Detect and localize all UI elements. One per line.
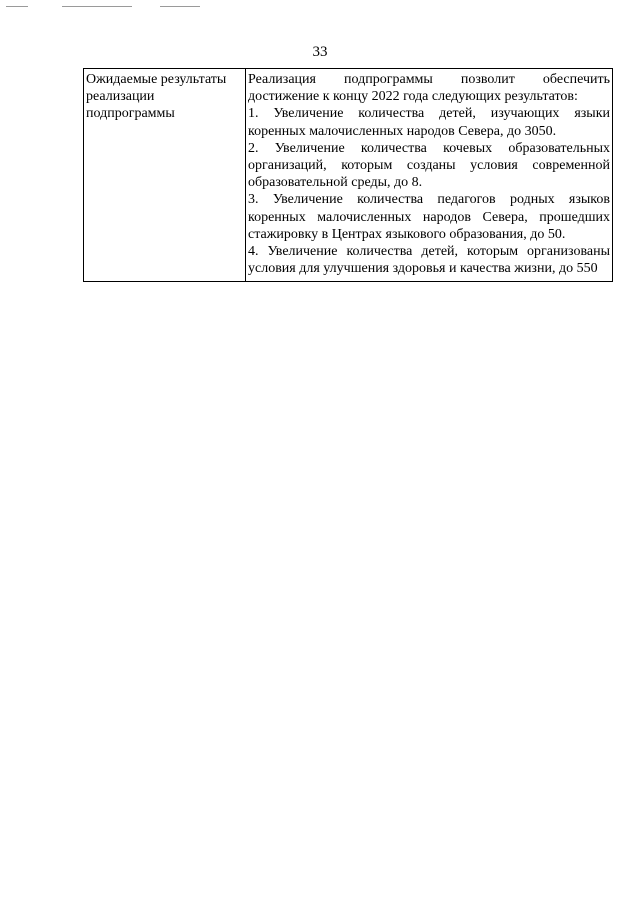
scan-artifact-line — [62, 6, 132, 7]
page-number: 33 — [312, 44, 328, 60]
row-content-cell — [246, 69, 613, 282]
row-label-cell: Ожидаемые результаты реализации подпрограммы — [84, 69, 246, 282]
result-item-3: 3. Увеличение количества педагогов родных языков коренных малочисленных народов Севера, прошедших стажировку в Центрах языкового образования, до 50. — [248, 192, 610, 242]
scan-artifact-line — [6, 6, 28, 7]
scan-artifact-line — [160, 6, 200, 7]
result-item-2: 2. Увеличение количества кочевых образовательных организаций, которым созданы условия современной образовательной среды, до 8. — [248, 140, 610, 191]
table-row — [84, 69, 613, 282]
result-item-1: 1. Увеличение количества детей, изучающих языки коренных малочисленных народов Севера, до 3050. — [248, 106, 610, 139]
subprogram-passport-table — [83, 68, 613, 282]
result-item-4: 4. Увеличение количества детей, которым организованы условия для улучшения здоровья и качества жизни, до 550 — [248, 244, 610, 277]
intro-paragraph: Реализация подпрограммы позволит обеспечить достижение к концу 2022 года следующих результатов: — [248, 72, 610, 105]
